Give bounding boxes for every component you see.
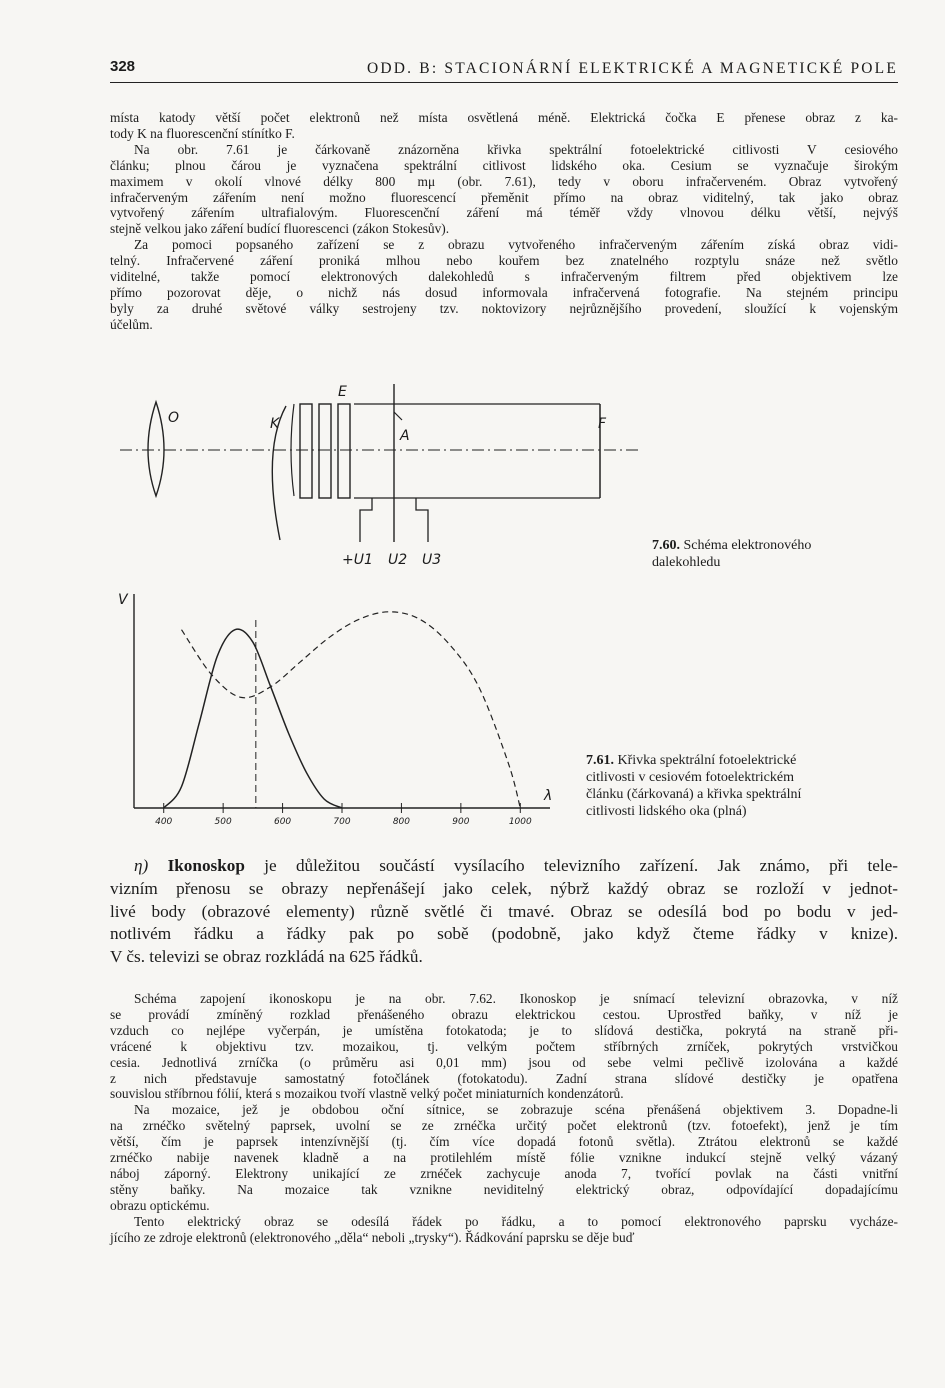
line: stěny baňky. Na mozaice tak vznikne neviditelný elektrický obraz, odpovídající dopadajícímu	[110, 1181, 898, 1197]
page-number: 328	[110, 58, 136, 75]
line: článku; plnou čárou je vyznačena spektrální citlivost lidského oka. Cesium se vyznačuje širokým	[110, 157, 898, 173]
line: přímo pozorovat děje, o nichž nás dosud informovala infračervená fotografie. Na stejném principu	[110, 284, 898, 300]
label-U3: U3	[422, 552, 442, 568]
eye-sensitivity-curve	[164, 629, 342, 808]
line: jícího ze zdroje elektronů (elektronového „děla“ neboli „trysky“). Řádkování paprsku se děje buď	[110, 1229, 635, 1245]
line: vytvořený zářením ultrafialovým. Fluorescenční záření má téměř vždy vlnovou délku větší, nejvýš	[110, 205, 898, 221]
label-U1: +U1	[342, 552, 373, 568]
line: místa katody větší počet elektronů než místa osvětlená méně. Elektrická čočka E přenese obraz z ka-	[110, 110, 898, 125]
label-E: E	[338, 384, 347, 400]
line: na zrnéčko světelný paprsek, uvolní se ze zrnéčka určitý počet elektronů (tzv. fotoefekt), jenž je tím	[110, 1118, 898, 1134]
cathode-layer	[291, 404, 294, 496]
x-tick-label: 900	[452, 817, 470, 826]
line-rest: je důležitou součástí vysílacího televizního zařízení. Jak známo, při tele-	[264, 856, 898, 875]
line: obrazu optickému.	[110, 1197, 210, 1213]
x-tick-label: 1000	[508, 817, 532, 826]
line: cesia. Jednotlivá zrníčka (o průměru asi 0,01 mm) jsou od sebe velmi pečlivě izolována a každé	[110, 1054, 898, 1070]
bottom-text	[110, 991, 898, 1246]
line: větší, čím je paprsek intenzívnější (tj. čím více dopadá fotonů světla). Ztrátou elektronů se každé	[110, 1134, 898, 1150]
caption-number: 7.61.	[586, 753, 614, 768]
lead-U1	[360, 498, 372, 542]
line: viditelné, takže pomocí elektronových dalekohledů s infračerveným filtrem před objektivem lze	[110, 269, 898, 285]
line: maximem v okolí vlnové délky 800 mμ (obr. 7.61), tedy v oboru infračerveném. Obraz vytvořený	[110, 173, 898, 189]
line: se provádí zmíněný rozklad přenášeného obrazu elektrickou cestou. Uprostřed baňky, v níž je	[110, 1006, 898, 1022]
line: vrácené k objektivu tzv. mozaikou, tj. velkým počtem stříbrných zrníček, pokrytých vrstvičkou	[110, 1038, 898, 1054]
caption-number: 7.60.	[652, 538, 680, 553]
line: účelům.	[110, 316, 153, 332]
objective-lens	[148, 402, 164, 496]
line: notlivém řádku a řádky pak po sobě (podobně, jako když čteme řádky v knize).	[110, 924, 898, 944]
y-axis-label: V	[118, 592, 128, 608]
label-U2: U2	[388, 552, 408, 568]
electrode-2	[319, 404, 331, 498]
section-term: Ikonoskop	[167, 856, 245, 875]
x-axis-label: λ	[544, 788, 553, 804]
caption-text: Křivka spektrální fotoelektrické	[617, 753, 797, 768]
line: vzduch co nejlépe vyčerpán, je umístěna fotokatoda; je to slídová destička, pokrytá na straně při-	[110, 1022, 898, 1038]
line: Za pomoci popsaného zařízení se z obrazu vytvořeného infračerveným zářením získá obraz vidi-	[134, 237, 898, 253]
electrode-3	[338, 404, 350, 498]
x-tick-label: 700	[333, 817, 351, 826]
line: zrnéčko nabije navenek kladně a na protilehlém místě fólie vznikne indukcí stejně velký vázaný	[110, 1150, 898, 1166]
line: Tento elektrický obraz se odesílá řádek po řádku, a to pomocí elektronového paprsku vycháze-	[134, 1213, 898, 1229]
caption-text: citlivosti v cesiovém fotoelektrickém	[586, 770, 794, 785]
line: stejně velkou jako záření budící fluorescenci (zákon Stokesův).	[110, 221, 450, 237]
label-F: F	[598, 416, 607, 432]
electrode-1	[300, 404, 312, 498]
line: V čs. televizi se obraz rozkládá na 625 řádků.	[110, 947, 423, 967]
x-tick-label: 500	[214, 817, 232, 826]
line	[110, 855, 898, 878]
line: souvislou stříbrnou fólií, která s mozaikou tvoří vlastně velký počet miniaturních kondenzátorů.	[110, 1086, 624, 1102]
caption-7-61	[586, 752, 801, 820]
lead-U3	[416, 498, 428, 542]
line: byly za druhé světové války sestrojeny tzv. noktovizory nejrůznějšího provedení, sloužící k vojenským	[110, 300, 898, 316]
line: náboj záporný. Elektrony unikající ze zrnéček zachycuje anoda 7, tvořící povlak na části vnitřní	[110, 1165, 898, 1181]
page-header	[110, 56, 898, 83]
line: tody K na fluorescenční stínítko F.	[110, 125, 295, 141]
line: vizním přenosu se obrazy nepřenášejí jako celek, nýbrž každý obraz se rozloží v jednot-	[110, 878, 898, 898]
running-title: ODD. B: STACIONÁRNÍ ELEKTRICKÉ A MAGNETICKÉ POLE	[366, 60, 898, 77]
line: telný. Infračervené záření proniká mlhou nebo kouřem bez znatelného rozptylu snáze než světlo	[110, 253, 898, 269]
x-tick-label: 800	[392, 817, 411, 826]
x-tick-label: 400	[155, 817, 173, 826]
caption-text: Schéma elektronového	[683, 538, 812, 553]
caption-7-60	[652, 537, 811, 571]
line: infračerveným zářením není možno fluorescencí přeměnit přímo na obraz viditelný, tak jako obraz	[110, 189, 898, 205]
label-K: K	[270, 416, 280, 432]
anode-tab	[394, 412, 402, 420]
sensitivity-chart	[108, 586, 568, 826]
caption-text: citlivosti lidského oka (plná)	[586, 804, 747, 819]
line: livé body (obrazové elementy) různě světlé či tmavé. Obraz se odesílá bod po bodu v jed-	[110, 901, 898, 921]
line: z nich představuje samostatný fotočlánek (fotokatodu). Zadní strana slídové destičky je opatřena	[110, 1070, 898, 1086]
telescope-diagram	[110, 380, 670, 580]
label-A: A	[400, 428, 410, 444]
x-tick-label: 600	[273, 817, 292, 826]
line: Schéma zapojení ikonoskopu je na obr. 7.62. Ikonoskop je snímací televizní obrazovka, v níž	[134, 991, 898, 1006]
cesium-sensitivity-curve	[182, 612, 521, 808]
iconoscope-intro	[110, 855, 898, 969]
line: Na obr. 7.61 je čárkovaně znázorněna křivka spektrální fotoelektrické citlivosti V cesiového	[134, 141, 898, 157]
section-marker: η)	[134, 856, 149, 875]
caption-text: dalekohledu	[652, 555, 721, 570]
top-text	[110, 110, 898, 333]
caption-text: článku (čárkovaná) a křivka spektrální	[586, 787, 802, 802]
label-O: O	[168, 410, 180, 426]
line: Na mozaice, jež je obdobou oční sítnice, se zobrazuje scéna přenášená objektivem 3. Dopadne-li	[134, 1102, 898, 1118]
